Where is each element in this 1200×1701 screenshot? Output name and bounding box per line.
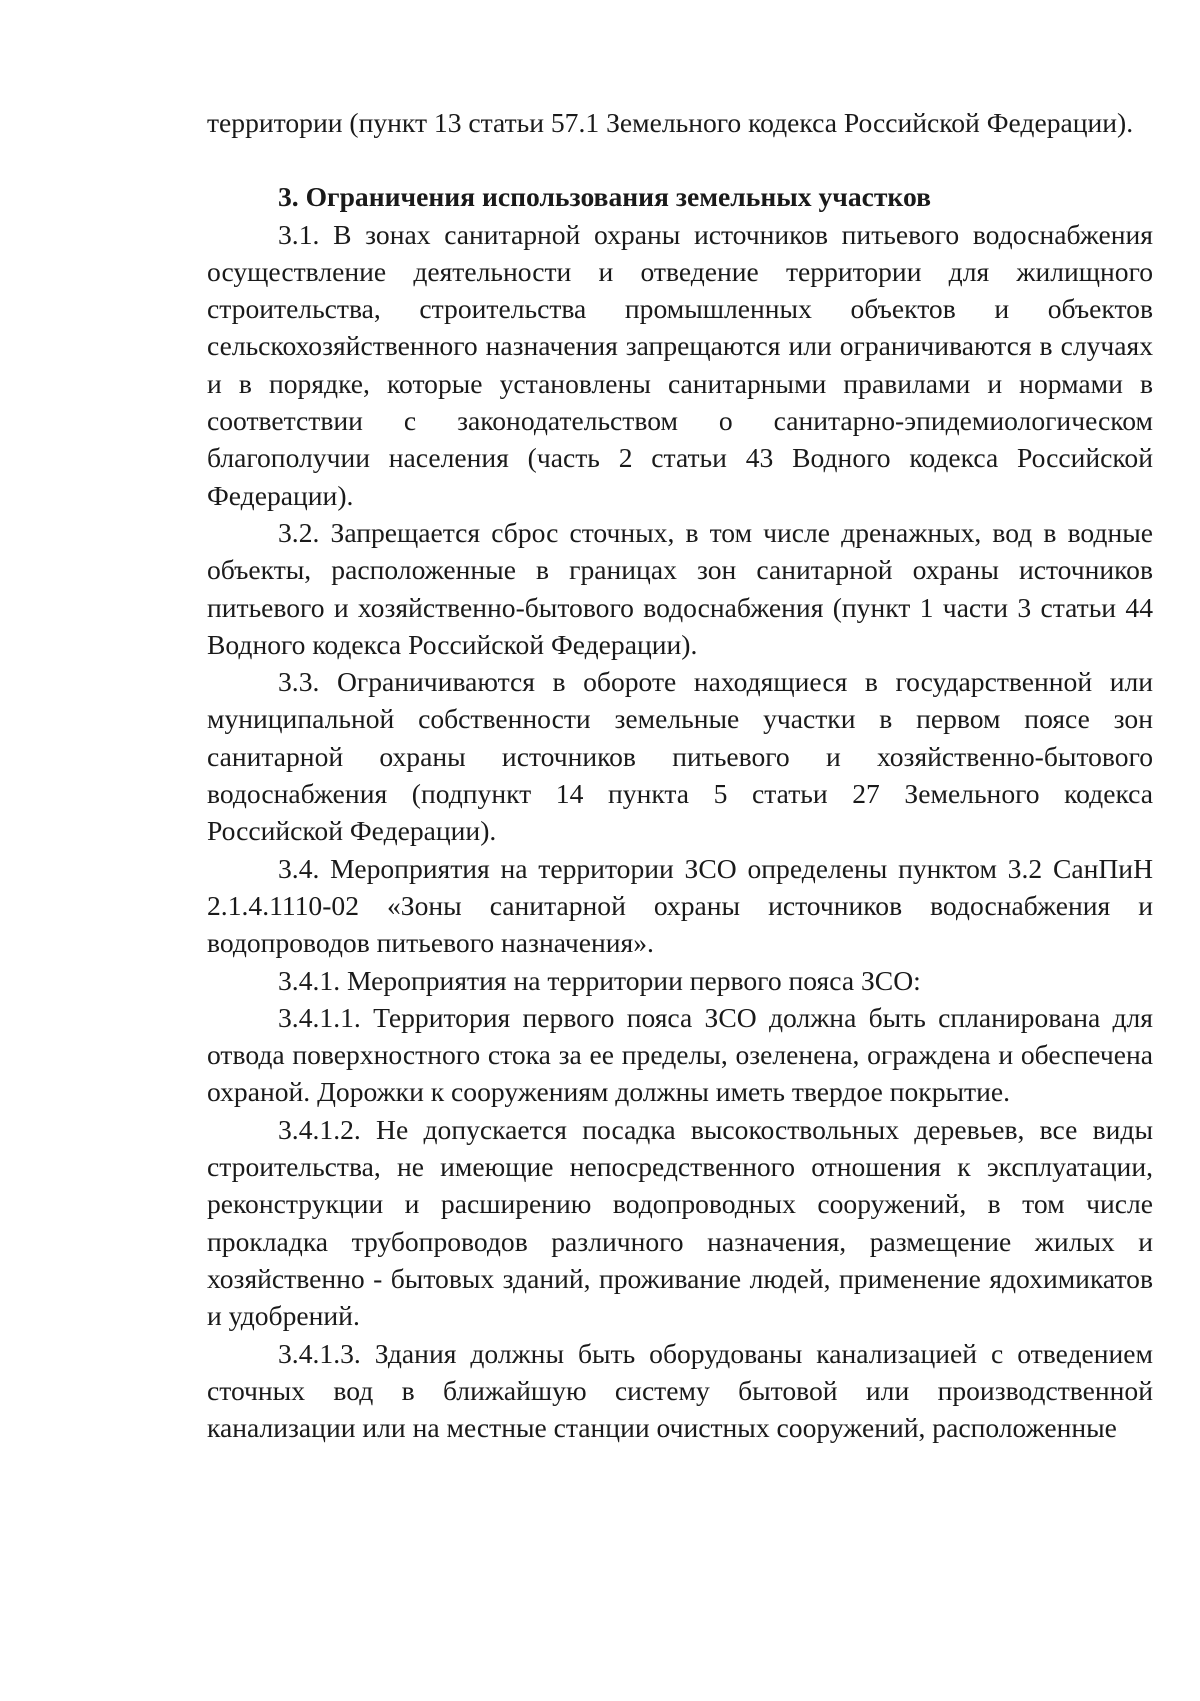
section-spacer: [207, 141, 1153, 178]
paragraph-3-4-1-3: 3.4.1.3. Здания должны быть оборудованы канализацией с отведением сточных вод в ближайшую систему бытовой или производственной канализации или на местные станции очистных сооружений, расположенные: [207, 1337, 1153, 1444]
paragraph-3-2: 3.2. Запрещается сброс сточных, в том числе дренажных, вод в водные объекты, расположенные в границах зон санитарной охраны источников питьевого и хозяйственно-бытового водоснабжения (пункт 1 части 3 статьи 44 Водного кодекса Российской Федерации).: [207, 516, 1153, 660]
section-heading: 3. Ограничения использования земельных участков: [278, 181, 931, 213]
continuation-paragraph: территории (пункт 13 статьи 57.1 Земельного кодекса Российской Федерации).: [207, 107, 1134, 138]
paragraph-3-4: 3.4. Мероприятия на территории ЗСО определены пунктом 3.2 СанПиН 2.1.4.1110-02 «Зоны санитарной охраны источников водоснабжения и водопроводов питьевого назначения».: [207, 852, 1153, 959]
paragraph-3-4-1-1: 3.4.1.1. Территория первого пояса ЗСО должна быть спланирована для отвода поверхностного стока за ее пределы, озеленена, ограждена и обеспечена охраной. Дорожки к сооружениям должны иметь твердое покрытие.: [207, 1001, 1153, 1108]
paragraph-3-4-1-2: 3.4.1.2. Не допускается посадка высокоствольных деревьев, все виды строительства, не имеющие непосредственного отношения к эксплуатации, реконструкции и расширению водопроводных сооружений, в том числе прокладка трубопроводов различного назначения, размещение жилых и хозяйственно - бытовых зданий, проживание людей, применение ядохимикатов и удобрений.: [207, 1113, 1153, 1332]
paragraph-3-1: 3.1. В зонах санитарной охраны источников питьевого водоснабжения осуществление деятельности и отведение территории для жилищного строительства, строительства промышленных объектов и объектов сельскохозяйственного назначения запрещаются или ограничиваются в случаях и в порядке, которые установлены санитарными правилами и нормами в соответствии с законодательством о санитарно-эпидемиологическом благополучии населения (часть 2 статьи 43 Водного кодекса Российской Федерации).: [207, 218, 1153, 511]
document-body: [207, 104, 1153, 1446]
paragraph-3-3: 3.3. Ограничиваются в обороте находящиеся в государственной или муниципальной собственности земельные участки в первом поясе зон санитарной охраны источников питьевого и хозяйственно-бытового водоснабжения (подпункт 14 пункта 5 статьи 27 Земельного кодекса Российской Федерации).: [207, 666, 1153, 847]
paragraph-3-4-1: 3.4.1. Мероприятия на территории первого пояса ЗСО:: [278, 964, 921, 996]
